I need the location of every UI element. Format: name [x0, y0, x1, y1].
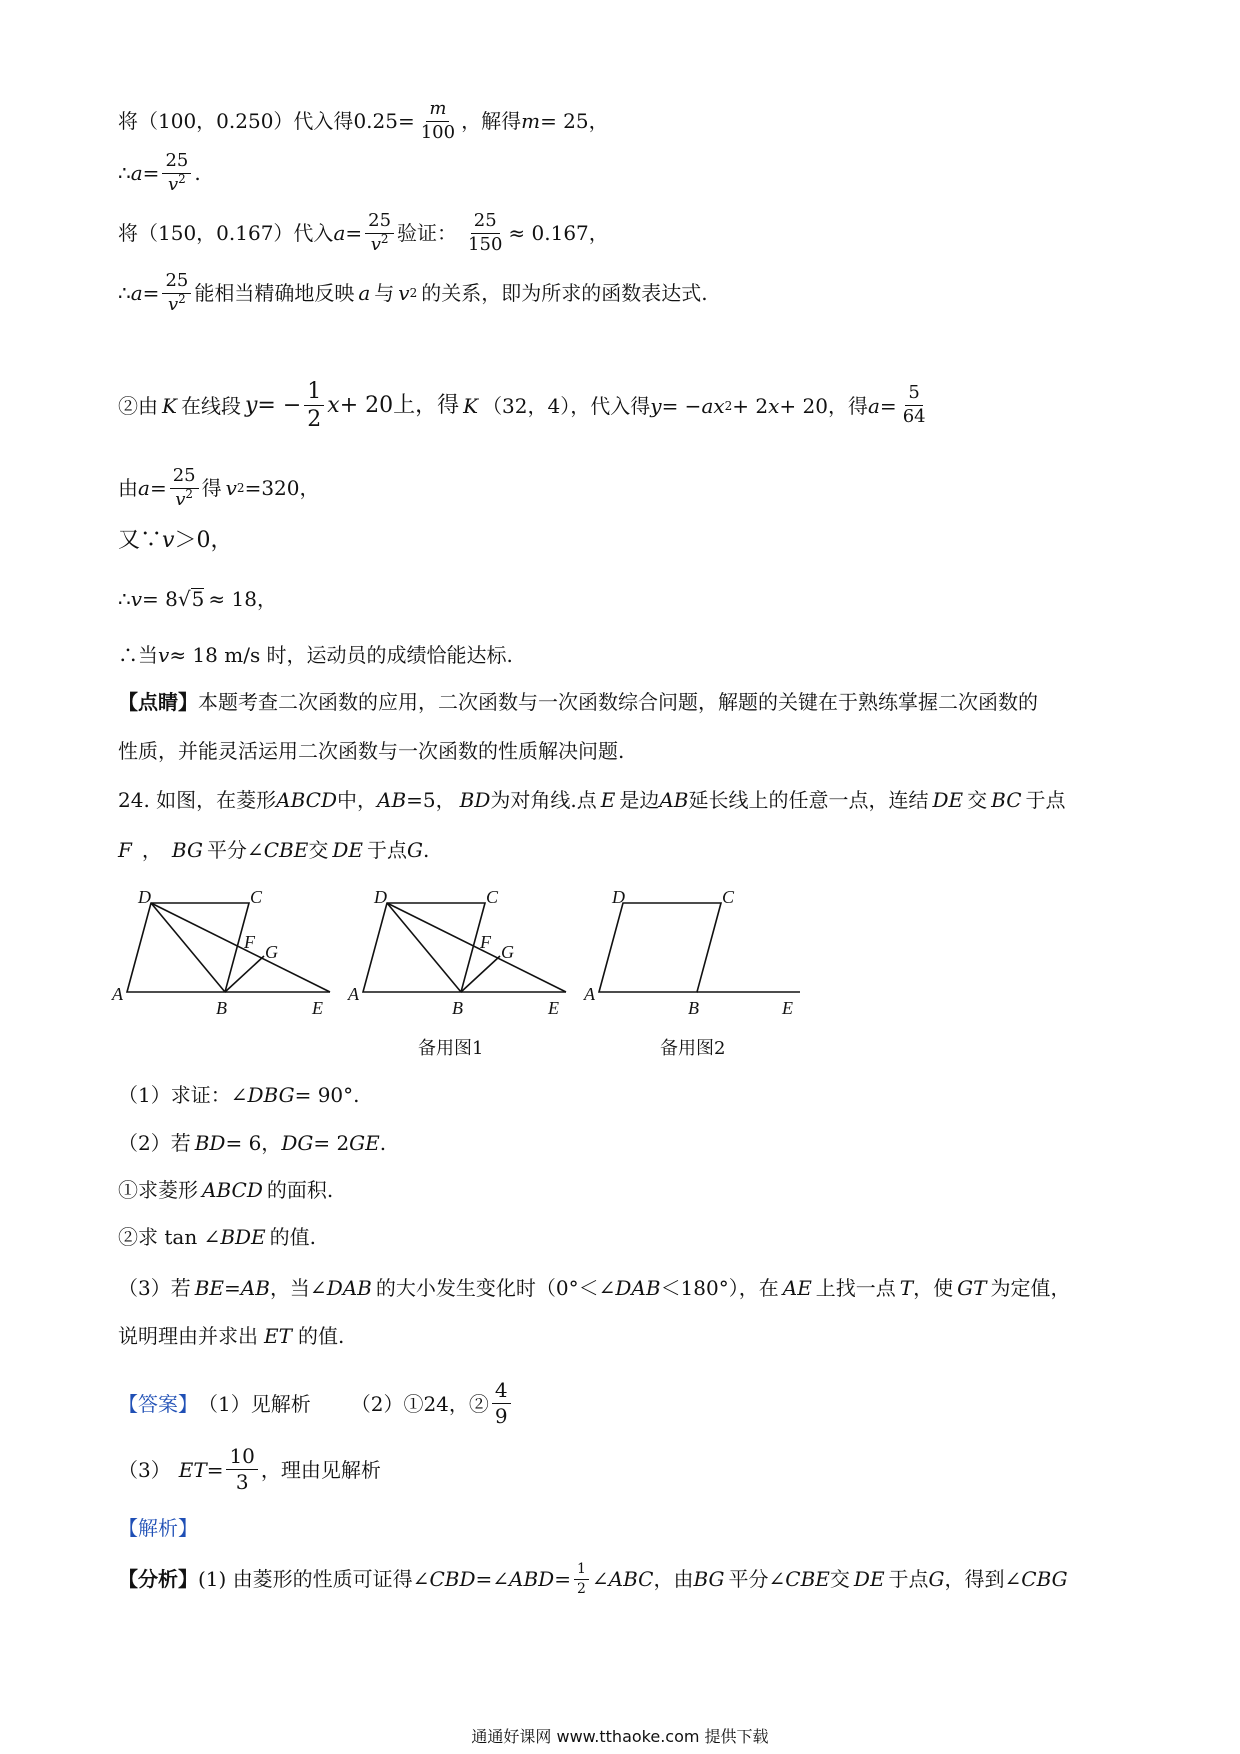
label-C: C [486, 887, 499, 907]
text: 将（100，0.250）代入得 [118, 109, 354, 134]
text: 在线段 [180, 393, 241, 418]
label-D: D [612, 887, 625, 907]
figure-spare-2 [599, 903, 800, 992]
caption-spare-2: 备用图2 [660, 1038, 726, 1059]
var: CBD [429, 1567, 476, 1592]
figure-spare-1-labels [347, 887, 559, 1018]
numerator: 1 [304, 380, 324, 406]
text: . [194, 161, 201, 186]
numerator: 10 [226, 1446, 257, 1470]
var: GE [349, 1131, 380, 1155]
exponent: 2 [380, 231, 389, 246]
text: + 20上，得 [339, 392, 460, 418]
var: a [358, 281, 371, 306]
var: BG [171, 838, 203, 862]
numerator: 25 [162, 152, 191, 174]
text: 性质，并能灵活运用二次函数与一次函数的性质解决问题. [118, 739, 625, 763]
fraction [492, 1380, 511, 1427]
question-3 [118, 1278, 1070, 1298]
var: ax [701, 393, 725, 418]
text: = [149, 476, 167, 501]
text: = 90°. [294, 1083, 360, 1107]
text: （3）若 [118, 1276, 191, 1300]
var: x [768, 393, 780, 418]
label-A: A [584, 984, 595, 1004]
var: BC [991, 788, 1022, 812]
text: 的大小发生变化时（0°＜∠ [375, 1276, 616, 1300]
text: ∴ [118, 281, 131, 306]
var: DBG [247, 1083, 295, 1107]
var: DG [281, 1131, 314, 1155]
var: CBE [263, 838, 309, 862]
jiexi-line [118, 1518, 198, 1538]
text: （2）若 [118, 1131, 191, 1155]
numerator: 25 [471, 212, 500, 234]
line-conclusion: ∴ a = $\frac{25}{v^2}$ 能相当精确地反映 a 与 v 2 的关系，即为所求的函数表达式. [118, 270, 708, 315]
text: （1）求证：∠ [118, 1083, 248, 1107]
var: BG [693, 1567, 725, 1592]
text: = [345, 221, 363, 246]
text: 又∵ [118, 528, 163, 553]
answer-line-2 [118, 1446, 381, 1493]
text: 0.25 [353, 109, 398, 134]
text: 本题考查二次函数的应用，二次函数与一次函数综合问题，解题的关键在于熟练掌握二次函数的 [198, 690, 1038, 714]
text: = 8 [142, 586, 178, 611]
denominator: 9 [494, 1404, 508, 1428]
var: m [521, 109, 541, 134]
question-2 [118, 1133, 386, 1153]
text: 为对角线.点 [490, 788, 597, 812]
text: 24. 如图，在菱形 [118, 788, 277, 812]
figure-spare-1 [363, 903, 566, 992]
var: v [225, 476, 237, 501]
text: ≈ 18 m/s 时，运动员的成绩恰能达标. [169, 643, 513, 667]
var: v [398, 281, 410, 306]
text: ，当∠ [269, 1276, 327, 1300]
text: = 25， [540, 109, 609, 134]
denominator: 64 [902, 406, 926, 428]
radicand: 5 [191, 587, 205, 611]
label-fenxi: 【分析】 [118, 1567, 198, 1592]
text: 上找一点 [815, 1276, 896, 1300]
var: x [327, 392, 340, 418]
text: ∴当 [118, 643, 158, 667]
text: ∴ [118, 161, 131, 186]
text: （32，4），代入得 [482, 393, 651, 418]
text: 于点 [366, 838, 407, 862]
var: ABC [608, 1567, 654, 1592]
var: AB [377, 788, 407, 812]
var: a [130, 281, 143, 306]
numerator: 5 [905, 384, 922, 406]
answer-line-1 [118, 1380, 514, 1427]
var: v [175, 488, 186, 510]
text: = [142, 161, 160, 186]
var: DE [932, 788, 964, 812]
text: ∠ [591, 1567, 609, 1592]
var: ET [178, 1457, 207, 1482]
numerator: 1 [574, 1562, 589, 1580]
figure-main [127, 903, 330, 992]
var: v [167, 293, 179, 315]
text: 是边 [619, 788, 660, 812]
text: 于点 [1025, 788, 1066, 812]
text: 交 [967, 788, 988, 812]
var: v [370, 233, 381, 255]
var: a [138, 476, 150, 501]
numerator: 4 [492, 1380, 511, 1404]
var: ABCD [276, 788, 338, 812]
text: + 20，得 [779, 393, 868, 418]
fraction [574, 1562, 589, 1596]
text: = [554, 1567, 571, 1592]
text: ②由 [118, 393, 158, 418]
var: BD [194, 1131, 226, 1155]
caption-spare-1: 备用图1 [418, 1038, 484, 1059]
numerator: 25 [365, 212, 394, 234]
text: 交 [829, 1567, 850, 1592]
text: ， [141, 838, 162, 862]
label-F: F [480, 932, 491, 952]
text: = [224, 1276, 241, 1300]
var: ET [264, 1324, 292, 1348]
label-B: B [688, 998, 699, 1018]
label-B: B [452, 998, 463, 1018]
var: BD [459, 788, 491, 812]
text: 平分∠ [206, 838, 264, 862]
question-1 [118, 1085, 360, 1105]
var: AE [782, 1276, 812, 1300]
text: ＜180°），在 [660, 1276, 779, 1300]
label-E: E [782, 998, 793, 1018]
var: T [899, 1276, 914, 1300]
var: GT [957, 1276, 987, 1300]
text: 得 [201, 476, 222, 501]
text: ，理由见解析 [260, 1457, 381, 1482]
var: y [244, 392, 258, 418]
denominator: 100 [420, 121, 456, 143]
var: AB [659, 788, 689, 812]
label-answer: 【答案】 [118, 1391, 198, 1416]
text: 能相当精确地反映 [194, 281, 355, 306]
question-2-1 [118, 1180, 333, 1200]
text: ＞0， [174, 528, 233, 553]
text: ，由 [653, 1567, 694, 1592]
label-D: D [374, 887, 387, 907]
text: = 6， [225, 1131, 282, 1155]
label-G: G [265, 942, 278, 962]
text: =320， [244, 476, 320, 501]
exponent: 2 [178, 291, 186, 306]
question-2-2 [118, 1227, 316, 1247]
numerator: 25 [170, 467, 199, 489]
page-footer: 通通好课网 www.tthaoke.com 提供下载 [471, 1727, 769, 1746]
var: E [600, 788, 616, 812]
text: （3） [118, 1457, 171, 1482]
label-E: E [548, 998, 559, 1018]
label-E: E [312, 998, 323, 1018]
sqrt-symbol: √ [177, 586, 191, 611]
text: 中， [337, 788, 378, 812]
text: = [879, 393, 897, 418]
text: ②求 tan ∠ [118, 1225, 221, 1249]
text: 将（150，0.167）代入 [118, 221, 334, 246]
text: + 2 [732, 393, 769, 418]
label-C: C [722, 887, 735, 907]
var: ABCD [202, 1178, 263, 1202]
var: AB [240, 1276, 270, 1300]
text: ①求菱形 [118, 1178, 198, 1202]
text: 说明理由并求出 [118, 1324, 258, 1348]
text: = 2 [313, 1131, 350, 1155]
text: ∴ [118, 586, 131, 611]
text: ，得到∠ [944, 1567, 1022, 1592]
label-jiexi: 【解析】 [118, 1516, 198, 1540]
denominator: 2 [576, 1580, 586, 1597]
text: 交 [308, 838, 329, 862]
text: 平分∠ [728, 1567, 786, 1592]
label-D: D [138, 887, 151, 907]
line-point-k: ②由 K 在线段 y = − $\frac{1}{2}$ x + 20上，得 K （32，4），代入得 y = − ax 2 + 2 x + 20，得 a = $\frac{5}{64}$ [118, 380, 932, 431]
text: （2）①24，② [350, 1391, 489, 1416]
text: （1）见解析 [198, 1391, 311, 1416]
var: F [118, 838, 132, 862]
text: =5， [406, 788, 456, 812]
var: a [867, 393, 880, 418]
exponent: 2 [178, 171, 186, 186]
denominator: 3 [235, 1470, 249, 1494]
line-v-squared: 由 a = $\frac{25}{v^2}$ 得 v 2 =320， [118, 465, 320, 510]
var: G [406, 838, 423, 862]
text: = [142, 281, 160, 306]
text: 由 [118, 476, 138, 501]
text: 为定值， [990, 1276, 1071, 1300]
var: BE [194, 1276, 225, 1300]
var: a [333, 221, 346, 246]
figure-main-labels [111, 887, 323, 1018]
text: ≈ 18， [208, 586, 277, 611]
var: BDE [220, 1225, 266, 1249]
text: 的关系，即为所求的函数表达式. [421, 281, 708, 306]
var: v [167, 173, 179, 195]
label-C: C [250, 887, 263, 907]
var: CBE [785, 1567, 830, 1592]
text: =∠ [475, 1567, 510, 1592]
var: DE [332, 838, 363, 862]
exponent: 2 [185, 486, 194, 501]
text: 的值. [269, 1225, 317, 1249]
text: = − [661, 393, 702, 418]
denominator: 150 [468, 233, 503, 255]
var: DE [853, 1567, 885, 1592]
denominator: 2 [307, 407, 322, 433]
text: ，使 [913, 1276, 954, 1300]
text: . [422, 838, 430, 862]
text: ，解得 [461, 109, 522, 134]
text: 的值. [297, 1324, 345, 1348]
text: . [379, 1131, 387, 1155]
text: = [206, 1457, 224, 1482]
var: DAB [615, 1276, 661, 1300]
var: ABD [509, 1567, 555, 1592]
text: ≈ 0.167， [508, 221, 609, 246]
fraction [226, 1446, 257, 1493]
var: CBG [1021, 1567, 1068, 1592]
label-G: G [501, 942, 514, 962]
var: K [162, 393, 177, 418]
var: v [158, 643, 170, 667]
text: 延长线上的任意一点，连结 [688, 788, 929, 812]
text: 验证： [397, 221, 458, 246]
label-B: B [216, 998, 227, 1018]
question-3-cont [118, 1326, 344, 1346]
var: v [130, 586, 143, 611]
label-A: A [348, 984, 359, 1004]
var: K [463, 393, 479, 418]
text: 于点 [888, 1567, 929, 1592]
var: v [162, 528, 175, 553]
var: y [650, 393, 662, 418]
label-F: F [244, 932, 255, 952]
numerator: m [426, 100, 449, 122]
fenxi-line [118, 1562, 1068, 1596]
label-A: A [112, 984, 123, 1004]
text: 与 [374, 281, 395, 306]
var: a [130, 161, 143, 186]
label-dianjing: 【点睛】 [118, 690, 198, 714]
text: = − [257, 392, 302, 418]
text: 的面积. [266, 1178, 334, 1202]
var: DAB [326, 1276, 372, 1300]
numerator: 25 [162, 272, 191, 294]
text: = [397, 109, 415, 134]
text: (1) 由菱形的性质可证得∠ [198, 1567, 430, 1592]
var: G [928, 1567, 945, 1592]
figure-spare-2-labels [583, 887, 793, 1018]
